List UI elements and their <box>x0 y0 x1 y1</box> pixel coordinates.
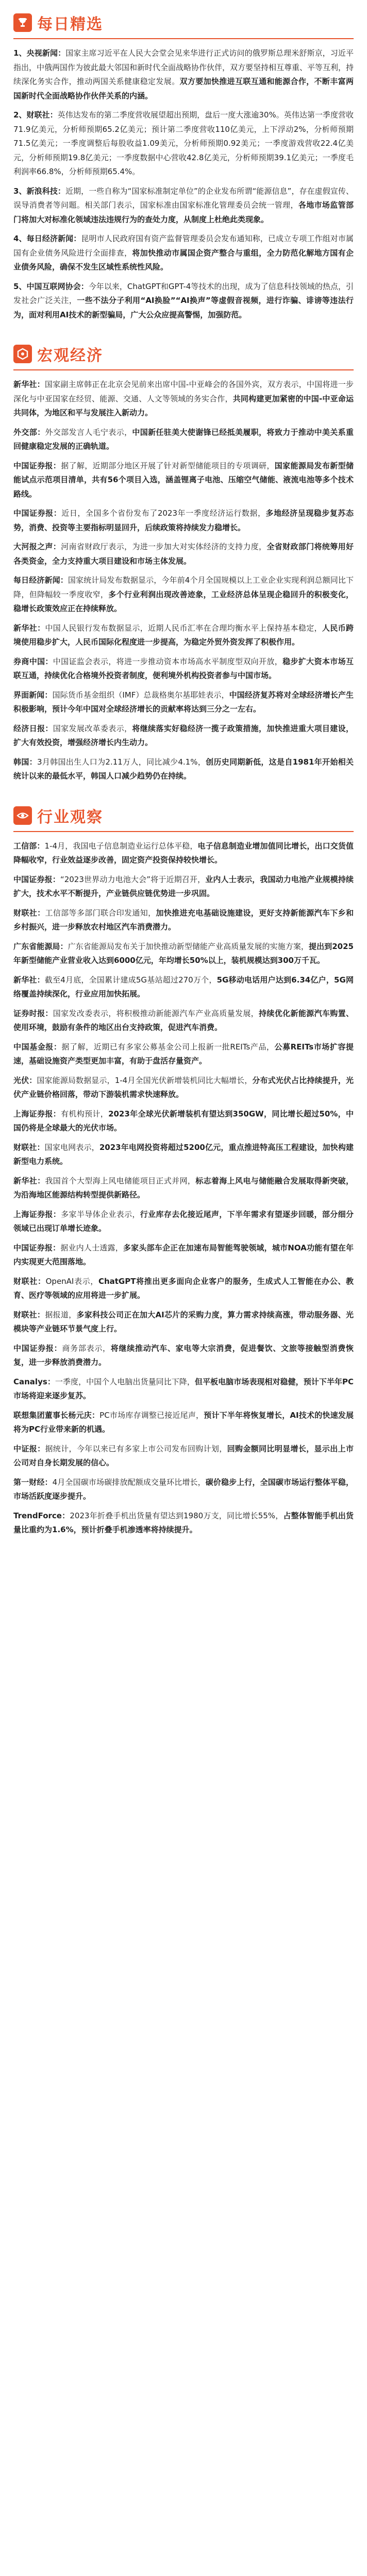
news-item <box>13 973 354 1002</box>
news-item <box>13 280 354 323</box>
news-body: 据了解，近期部分地区开展了针对新型储能项目的专项调研， <box>61 461 275 470</box>
news-highlight: 电子信息制造业增加值同比增长，出口交货值降幅收窄，行业效益逐步改善，固定资产投资保持较快增长。 <box>13 841 354 865</box>
news-item <box>13 426 354 454</box>
eye-icon <box>13 806 32 825</box>
news-item <box>13 1509 354 1537</box>
section-industry-watch <box>0 793 367 1537</box>
news-body: 2023年折叠手机出货量有望达到1980万支，同比增长55%， <box>70 1511 283 1520</box>
section-header <box>13 11 354 39</box>
news-source: 券商中国： <box>13 656 53 666</box>
news-highlight: 持续优化新能源汽车购置、使用环境，鼓励有条件的地区出台支持政策，促进汽车消费。 <box>13 1008 354 1032</box>
news-item <box>13 722 354 750</box>
news-highlight: 各地市场监管部门将加大对标准化领域违法违规行为的查处力度，从制度上杜绝此类现象。 <box>13 200 354 224</box>
news-item <box>13 459 354 502</box>
news-highlight: 回购金额同比明显增长，显示出上市公司对自身长期发展的信心。 <box>13 1444 354 1467</box>
news-source: 光伏： <box>13 1075 37 1085</box>
news-item <box>13 108 354 179</box>
news-source: 3、新浪科技： <box>13 186 65 196</box>
news-source: 1、央视新闻： <box>13 48 66 58</box>
news-body: 1-4月，我国电子信息制造业运行总体平稳， <box>44 841 198 851</box>
news-body: 我国首个大型海上风电储能项目正式并网， <box>45 1176 196 1185</box>
news-highlight: 创历史同期新低，这是自1981年开始相关统计以来的最低水平，韩国人口减少趋势仍在持续。 <box>13 757 354 781</box>
news-highlight: 人民币跨境使用稳步扩大，人民币国际化程度进一步提高，为稳定外贸外资发挥了积极作用。 <box>13 623 354 647</box>
news-body: 多家半导体企业表示， <box>61 1209 140 1219</box>
news-body: 昆明市人民政府国有资产监督管理委员会发布通知称，已成立专项工作组对市属国有企业债务风险进行全面排查， <box>13 234 354 258</box>
news-highlight: 行业库存去化接近尾声，下半年需求有望逐步回暖，部分细分领域已出现订单增长迹象。 <box>13 1209 354 1233</box>
news-highlight: 标志着海上风电与储能融合发展取得新突破，为沿海地区能源结构转型提供新路径。 <box>13 1176 354 1199</box>
news-body: 据报道， <box>45 1310 77 1319</box>
news-source: 大河报之声： <box>13 542 61 551</box>
news-item <box>13 755 354 784</box>
news-source: 5、中国互联网协会： <box>13 281 89 291</box>
news-body: 近日，全国多个省份发布了2023年一季度经济运行数据， <box>61 509 266 518</box>
news-highlight: 预计下半年将恢复增长，AI技术的快速发展将为PC行业带来新的机遇。 <box>13 1410 354 1434</box>
news-highlight: 但平板电脑市场表现相对稳健，预计下半年PC市场将迎来逐步复苏。 <box>13 1377 354 1400</box>
news-source: 经济日报： <box>13 723 53 733</box>
news-source: 证券时报： <box>13 1008 53 1018</box>
news-body: 工信部等多部门联合印发通知， <box>45 908 156 918</box>
news-source: 财联社： <box>13 1142 45 1152</box>
news-highlight: 多家科技公司正在加大AI芯片的采购力度，算力需求持续高涨，带动服务器、光模块等产业链环节景气度上行。 <box>13 1310 354 1333</box>
news-source: 4、每日经济新闻： <box>13 234 81 243</box>
news-body: 3月韩国出生人口为2.11万人，同比减少4.1%， <box>37 757 206 767</box>
news-body: 据业内人士透露， <box>60 1243 123 1252</box>
news-body: 据了解，近期已有多家公募基金公司上报新一批REITs产品， <box>61 1042 275 1052</box>
news-body: “2023世界动力电池大会”将于近期召开， <box>60 874 206 884</box>
news-source: 上海证券报： <box>13 1209 61 1219</box>
news-body: 一季度，中国个人电脑出货量同比下降， <box>55 1377 195 1386</box>
trophy-icon <box>13 13 32 32</box>
news-item <box>13 1040 354 1069</box>
news-highlight: 多个行业利润出现改善迹象，工业经济总体呈现企稳回升的积极变化，稳增长政策效应正在持续释放。 <box>13 589 354 613</box>
news-highlight: 将继续推动汽车、家电等大宗消费，促进餐饮、文旅等接触型消费恢复，进一步释放消费潜力。 <box>13 1343 354 1367</box>
news-item <box>13 1275 354 1303</box>
news-source: 外交部： <box>13 427 45 437</box>
news-item <box>13 688 354 717</box>
news-source: 新华社： <box>13 975 45 985</box>
news-item <box>13 1442 354 1470</box>
news-source: 财联社： <box>13 908 45 918</box>
news-body: 国家电网表示， <box>44 1142 99 1152</box>
news-body: 外交部发言人毛宁表示， <box>45 427 132 437</box>
news-source: 工信部： <box>13 841 45 851</box>
news-item <box>13 1409 354 1437</box>
news-item <box>13 378 354 420</box>
news-source: 新华社： <box>13 1176 45 1185</box>
news-highlight: 共同构建更加紧密的中国-中亚命运共同体，为地区和平与发展注入新动力。 <box>13 394 354 417</box>
news-item <box>13 46 354 103</box>
news-body: 据统计，今年以来已有多家上市公司发布回购计划， <box>45 1444 227 1453</box>
section-header <box>13 343 354 370</box>
news-source: 中国证券报： <box>13 461 61 470</box>
news-highlight: 加快推进充电基础设施建设，更好支持新能源汽车下乡和乡村振兴，进一步释放农村地区汽车消费潜力。 <box>13 908 354 931</box>
news-highlight: 分布式光伏占比持续提升，光伏产业链价格回落，带动下游装机需求快速释放。 <box>13 1075 354 1099</box>
news-source: 财联社： <box>13 1310 45 1319</box>
news-highlight: 中国新任驻美大使谢锋已经抵美履职，将致力于推动中美关系重回健康稳定发展的正确轨道。 <box>13 427 354 451</box>
news-item <box>13 655 354 683</box>
news-source: 新华社： <box>13 623 45 633</box>
news-body: 国家统计局发布数据显示，今年前4个月全国规模以上工业企业实现利润总额同比下降，但降幅较一季度收窄， <box>13 575 354 599</box>
news-highlight: 5G移动电话用户达到6.34亿户，5G网络覆盖持续深化，行业应用加快拓展。 <box>13 975 354 998</box>
news-highlight: 多地经济呈现稳步复苏态势，消费、投资等主要指标明显回升，后续政策将持续发力稳增长。 <box>13 509 354 532</box>
item-list <box>13 839 354 1537</box>
section-header <box>13 804 354 832</box>
section-title: 行业观察 <box>37 808 103 826</box>
news-item <box>13 1308 354 1336</box>
news-source: 2、财联社： <box>13 110 58 120</box>
news-body: OpenAI表示， <box>45 1276 98 1286</box>
news-highlight: 将继续落实好稳经济一揽子政策措施，加快推进重大项目建设，扩大有效投资，增强经济增长内生动力。 <box>13 723 354 747</box>
news-body: 河南省财政厅表示，为进一步加大对实体经济的支持力度， <box>61 542 267 551</box>
item-list <box>13 46 354 322</box>
news-item <box>13 839 354 868</box>
news-highlight: 提出到2025年新型储能产业营业收入达到6000亿元，年均增长50%以上，装机规模达到300万千瓦。 <box>13 941 354 965</box>
news-item <box>13 1241 354 1269</box>
news-highlight: ChatGPT将推出更多面向企业客户的服务，生成式人工智能在办公、教育、医疗等领域的应用将进一步扩展。 <box>13 1276 354 1300</box>
news-item <box>13 1375 354 1403</box>
news-source: 中国基金报： <box>13 1042 62 1052</box>
news-source: Canalys： <box>13 1377 55 1386</box>
item-list <box>13 378 354 784</box>
news-source: 第一财经： <box>13 1477 53 1487</box>
news-source: 新华社： <box>13 380 45 389</box>
section-title: 宏观经济 <box>37 347 103 365</box>
news-highlight: 稳步扩大资本市场互联互通，持续优化合格境外投资者制度，便利境外机构投资者参与中国市场。 <box>13 656 354 680</box>
section-title: 每日精选 <box>37 15 103 33</box>
news-body: PC市场库存调整已接近尾声， <box>99 1410 204 1420</box>
news-item <box>13 1141 354 1169</box>
news-item <box>13 232 354 275</box>
news-highlight: 公募REITs市场扩容提速，基础设施资产类型更加丰富，有助于盘活存量资产。 <box>13 1042 354 1065</box>
news-highlight: 2023年全球光伏新增装机有望达到350GW，同比增长超过50%，中国仍将是全球最大的光伏市场。 <box>13 1109 354 1132</box>
news-source: 中国证券报： <box>13 1343 62 1353</box>
news-highlight: 多家头部车企正在加速布局智能驾驶领域，城市NOA功能有望在年内实现更大范围落地。 <box>13 1243 354 1266</box>
news-highlight: 国家能源局发布新型储能试点示范项目清单，共有56个项目入选，涵盖锂离子电池、压缩空气储能、液流电池等多个技术路线。 <box>13 461 354 499</box>
news-item <box>13 873 354 901</box>
news-highlight: 2023年电网投资将超过5200亿元，重点推进特高压工程建设，加快构建新型电力系统。 <box>13 1142 354 1166</box>
news-highlight: 业内人士表示，我国动力电池产业规模持续扩大，技术水平不断提升，产业链供应链优势进一步巩固。 <box>13 874 354 898</box>
news-source: 中国证券报： <box>13 509 62 518</box>
news-item <box>13 573 354 616</box>
news-item <box>13 621 354 650</box>
news-highlight: 中国经济复苏将对全球经济增长产生积极影响，预计今年中国对全球经济增长的贡献率将达到三分之一左右。 <box>13 690 354 714</box>
news-source: 上海证券报： <box>13 1109 61 1118</box>
news-body: 国家副主席韩正在北京会见前来出席中国-中亚峰会的各国外宾，双方表示，中国将进一步深化与中亚国家在经贸、能源、交通、人文等领域的务实合作， <box>13 380 354 403</box>
news-source: 韩国： <box>13 757 37 767</box>
news-highlight: 碳价稳步上行，全国碳市场运行整体平稳，市场活跃度逐步提升。 <box>13 1477 354 1501</box>
news-item <box>13 940 354 968</box>
news-source: 中证报： <box>13 1444 45 1453</box>
news-source: 界面新闻： <box>13 690 53 700</box>
news-item <box>13 1208 354 1236</box>
news-body: 广东省能源局发布关于加快推动新型储能产业高质量发展的实施方案， <box>68 941 309 951</box>
news-body: 有机构预计， <box>61 1109 109 1118</box>
news-body: 截至4月底，全国累计建成5G基站超过270万个， <box>44 975 217 985</box>
news-source: 财联社： <box>13 1276 46 1286</box>
news-body: 国家发展改革委表示， <box>53 723 132 733</box>
news-highlight: 双方要加快推进互联互通和能源合作，不断丰富两国新时代全面战略协作伙伴关系的内涵。 <box>13 77 354 100</box>
news-item <box>13 1074 354 1102</box>
section-macro-economy <box>0 331 367 784</box>
news-body: 国家发改委表示，将积极推动新能源汽车产业高质量发展， <box>53 1008 259 1018</box>
news-body: 4月全国碳市场碳排放配额成交量环比增长， <box>52 1477 206 1487</box>
section-daily-picks <box>0 0 367 322</box>
news-body: 英伟达发布的第二季度营收展望超出预期，盘后一度大涨逾30%。英伟达第一季度营收71.9亿美元，分析师预期65.2亿美元；预计第二季度营收110亿美元，上下浮动2%，分析师预期71.5亿美元；一季度调整后每股收益1.09美元，分析师预期0.92美元；一季度游戏营收22.4亿美元，分析师预期19.8亿美元；一季度数据中心营收42.8亿美元，分析师预期39.1亿美元；一季度毛利润率66.8%，分析师预期65.4%。 <box>13 110 354 176</box>
news-item <box>13 184 354 227</box>
news-highlight: 将加快推动市属国企资产整合与重组，全力防范化解地方国有企业债务风险，确保不发生区域性系统性风险。 <box>13 248 354 272</box>
news-highlight: 占整体智能手机出货量比重约为1.6%，预计折叠手机渗透率将持续提升。 <box>13 1511 354 1534</box>
news-item <box>13 1007 354 1035</box>
news-source: 中国证券报： <box>13 1243 61 1252</box>
news-item <box>13 506 354 535</box>
news-body: 国际货币基金组织（IMF）总裁格奥尔基耶娃表示， <box>52 690 229 700</box>
news-source: 广东省能源局： <box>13 941 68 951</box>
news-body: 国家主席习近平在人民大会堂会见来华进行正式访问的俄罗斯总理米舒斯京，习近平指出，中俄两国作为彼此最大邻国和新时代全面战略协作伙伴，双方要坚持相互尊重、平等互利，持续深化务实合作，推动两国关系健康稳定发展。 <box>13 48 354 86</box>
news-item <box>13 1174 354 1202</box>
news-body: 近期，一些自称为“国家标准制定单位”的企业发布所谓“能源信息”，存在虚假宣传、误导消费者等问题。相关部门表示，国家标准由国家标准化管理委员会统一管理， <box>13 186 354 210</box>
news-source: 联想集团董事长杨元庆： <box>13 1410 100 1420</box>
news-source: 每日经济新闻： <box>13 575 68 585</box>
news-item <box>13 1476 354 1504</box>
hexagon-icon <box>13 345 32 363</box>
news-source: TrendForce： <box>13 1511 70 1520</box>
news-item <box>13 1342 354 1370</box>
news-highlight: 全省财政部门将统筹用好各类资金，全力支持重大项目建设和市场主体发展。 <box>13 542 354 566</box>
news-highlight: 一些不法分子利用“AI换脸”“AI换声”等虚假音视频，进行诈骗、诽谤等违法行为，面对利用AI技术的新型骗局，广大公众应提高警惕，加强防范。 <box>13 296 354 319</box>
news-body: 中国人民银行发布数据显示，近期人民币汇率在合理均衡水平上保持基本稳定， <box>45 623 322 633</box>
news-item <box>13 1107 354 1136</box>
news-body: 今年以来，ChatGPT和GPT-4等技术的出现，成为了信息科技领域的热点，引发社会广泛关注， <box>13 281 354 305</box>
news-item <box>13 906 354 935</box>
news-body: 国家能源局数据显示，1-4月全国光伏新增装机同比大幅增长， <box>37 1075 253 1085</box>
news-body: 商务部表示， <box>62 1343 111 1353</box>
news-source: 中国证券报： <box>13 874 60 884</box>
news-body: 中国证监会表示，将进一步推动资本市场高水平制度型双向开放， <box>53 656 283 666</box>
news-item <box>13 540 354 568</box>
